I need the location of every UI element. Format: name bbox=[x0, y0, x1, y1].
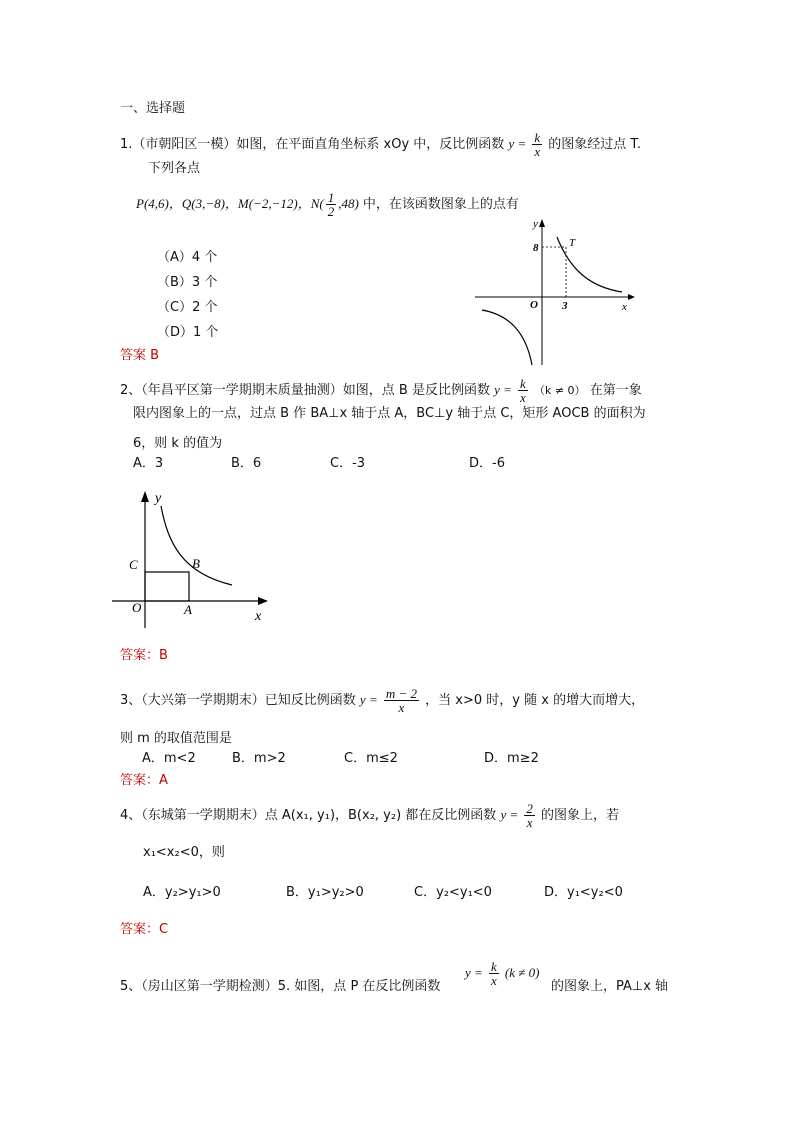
q1-n-fraction bbox=[326, 191, 337, 218]
q2-y-arrow bbox=[141, 491, 149, 502]
q2-option-d: D．-6 bbox=[469, 456, 505, 471]
q4-text-b: 的图象上，若 bbox=[541, 808, 620, 823]
q4-answer: 答案：C bbox=[120, 922, 169, 937]
q5-fraction bbox=[489, 960, 499, 987]
q4-frac-den: x bbox=[526, 815, 533, 830]
q1-y-arrow bbox=[539, 219, 545, 227]
q3-option-b: B．m>2 bbox=[232, 751, 286, 766]
q3-frac-den: x bbox=[398, 700, 405, 715]
q1-points-c: 中，在该函数图象上的点有 bbox=[358, 197, 519, 212]
q2-text-b: 在第一象 bbox=[589, 383, 642, 398]
q1-option-b: （B）3 个 bbox=[157, 275, 218, 290]
q2-option-c: C．-3 bbox=[330, 456, 366, 471]
q2-graph bbox=[112, 488, 272, 630]
q1-answer: 答案 B bbox=[120, 348, 160, 363]
q1-text-a: 1.（市朝阳区一模）如图，在平面直角坐标系 xOy 中，反比例函数 bbox=[120, 137, 505, 152]
q2-condition: （k ≠ 0） bbox=[533, 384, 586, 397]
q1-option-a: （A）4 个 bbox=[157, 250, 218, 265]
q1-n-frac-den: 2 bbox=[327, 204, 335, 219]
q3-option-a: A．m<2 bbox=[142, 751, 196, 766]
q1-option-d: （D）1 个 bbox=[157, 325, 219, 340]
q2-line2: 限内图象上的一点，过点 B 作 BA⊥x 轴于点 A，BC⊥y 轴于点 C，矩形 AOCB 的面积为 bbox=[133, 406, 646, 421]
q3-frac-num: m − 2 bbox=[385, 686, 418, 701]
q1-graph bbox=[470, 215, 640, 370]
q1-y-label: y bbox=[533, 218, 538, 230]
q2-origin-label: O bbox=[132, 600, 142, 615]
q3-text-b: ，当 x>0 时，y 随 x 的增大而增大， bbox=[425, 693, 645, 708]
q2-frac-den: x bbox=[520, 390, 526, 405]
q4-fraction bbox=[524, 802, 535, 829]
q2-label-a: A bbox=[184, 602, 192, 617]
q4-option-c: C．y₂<y₁<0 bbox=[414, 885, 492, 900]
q2-line3: 6，则 k 的值为 bbox=[133, 436, 223, 451]
q2-curve bbox=[161, 506, 232, 585]
q4-option-d: D．y₁<y₂<0 bbox=[544, 885, 623, 900]
q1-formula-lhs: y = bbox=[508, 136, 527, 151]
q4-line1 bbox=[120, 802, 619, 829]
q3-answer: 答案：A bbox=[120, 773, 168, 788]
q2-option-a: A．3 bbox=[133, 456, 164, 471]
q1-n-frac-num: 1 bbox=[327, 190, 335, 205]
q2-frac-num: k bbox=[520, 376, 526, 391]
q1-origin-label: O bbox=[530, 299, 538, 311]
q1-point-t: T bbox=[569, 237, 576, 249]
q4-formula-lhs: y = bbox=[500, 807, 519, 822]
q2-x-arrow bbox=[258, 597, 268, 605]
q3-line2: 则 m 的取值范围是 bbox=[120, 731, 232, 746]
q4-option-b: B．y₁>y₂>0 bbox=[286, 885, 364, 900]
q1-frac-den: x bbox=[534, 144, 541, 159]
q2-text-a: 2、（年昌平区第一学期期末质量抽测）如图，点 B 是反比例函数 bbox=[120, 383, 490, 398]
q5-frac-den: x bbox=[490, 973, 497, 988]
q1-points-a: P(4,6)，Q(3,−8)，M(−2,−12)，N( bbox=[136, 196, 324, 211]
q1-tick-y: 8 bbox=[533, 242, 539, 254]
q2-fraction bbox=[518, 377, 528, 404]
q2-label-c: C bbox=[129, 557, 138, 572]
q2-option-b: B．6 bbox=[231, 456, 262, 471]
q5-formula-lhs: y = bbox=[465, 965, 483, 980]
q3-fraction bbox=[384, 687, 419, 714]
q1-tick-x: 3 bbox=[562, 300, 568, 312]
q1-option-c: （C）2 个 bbox=[157, 300, 218, 315]
q5-condition: (k ≠ 0) bbox=[504, 965, 540, 980]
q4-frac-num: 2 bbox=[526, 801, 533, 816]
q4-text-a: 4、（东城第一学期期末）点 A(x₁, y₁)，B(x₂, y₂) 都在反比例函数 bbox=[120, 808, 497, 823]
q1-line2: 下列各点 bbox=[148, 161, 201, 176]
section-title: 一、选择题 bbox=[120, 101, 186, 116]
q1-x-label: x bbox=[622, 301, 627, 313]
q3-text-a: 3、（大兴第一学期期末）已知反比例函数 bbox=[120, 693, 356, 708]
q5-formula bbox=[465, 960, 539, 987]
q3-formula-lhs: y = bbox=[359, 692, 378, 707]
q1-frac-num: k bbox=[534, 130, 541, 145]
q3-line1 bbox=[120, 687, 644, 714]
q1-curve-q3 bbox=[482, 310, 532, 365]
q1-line1 bbox=[120, 131, 641, 158]
q3-option-d: D．m≥2 bbox=[484, 751, 539, 766]
q5-line1-a: 5、（房山区第一学期检测）5. 如图，点 P 在反比例函数 bbox=[120, 979, 441, 994]
q1-text-b: 的图象经过点 T. bbox=[548, 137, 641, 152]
q5-frac-num: k bbox=[490, 959, 497, 974]
q2-rectangle bbox=[145, 572, 189, 601]
q2-line1 bbox=[120, 377, 642, 404]
q2-y-label: y bbox=[155, 491, 162, 506]
q1-curve-q1 bbox=[557, 237, 622, 292]
q2-answer: 答案：B bbox=[120, 648, 168, 663]
q3-option-c: C．m≤2 bbox=[344, 751, 398, 766]
q2-x-label: x bbox=[255, 609, 262, 624]
q1-points-b: ,48) bbox=[338, 196, 359, 211]
q1-x-arrow bbox=[628, 294, 635, 300]
q2-formula-lhs: y = bbox=[494, 382, 512, 397]
q2-label-b: B bbox=[192, 556, 200, 571]
q4-option-a: A．y₂>y₁>0 bbox=[143, 885, 221, 900]
q5-line1-b: 的图象上，PA⊥x 轴 bbox=[551, 979, 669, 994]
q1-points bbox=[136, 191, 519, 218]
q4-line2: x₁<x₂<0，则 bbox=[143, 845, 225, 860]
q1-fraction bbox=[532, 131, 542, 158]
